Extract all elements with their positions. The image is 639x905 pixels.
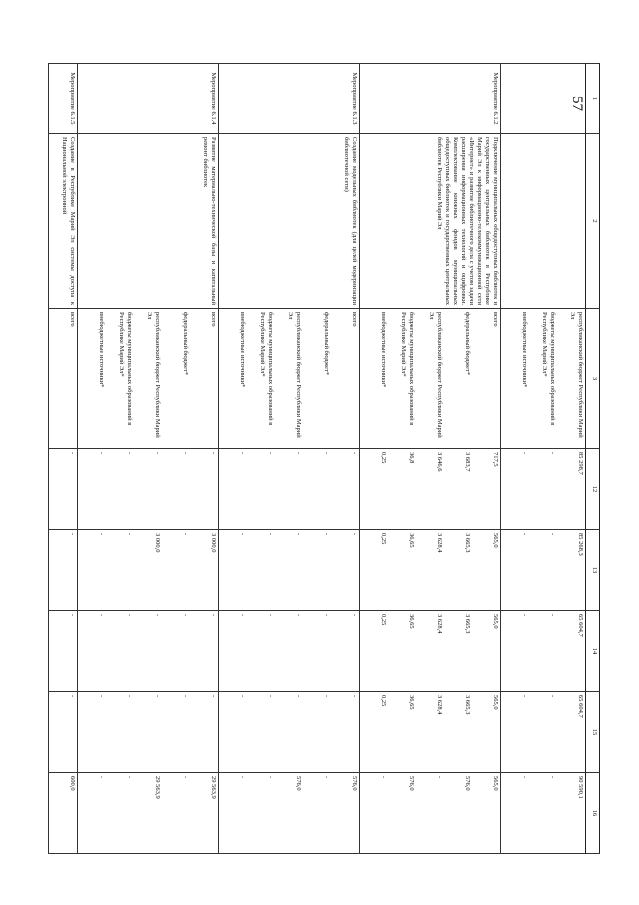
table-row [190, 64, 219, 854]
rotated-table-container [61, 63, 600, 853]
table-row [557, 64, 586, 854]
measure-code: Мероприятие 6.1.3 [219, 64, 360, 134]
value-cell: - [275, 449, 303, 530]
measure-name: Создание модельных библиотек (для целей модернизации библиотечной сети) [219, 134, 360, 309]
funding-source: бюджеты муниципальных образований в Республике Марий Эл* [106, 309, 134, 449]
value-cell: 3 628,4 [416, 692, 444, 773]
measure-name [501, 134, 586, 309]
funding-source: всего [190, 309, 219, 449]
value-cell: - [416, 773, 444, 854]
value-cell: - [275, 530, 303, 611]
col-header: 13 [586, 530, 600, 611]
value-cell: - [49, 449, 78, 530]
value-cell: - [501, 530, 530, 611]
col-header: 1 [586, 64, 600, 134]
funding-source: внебюджетные источники* [78, 309, 107, 449]
value-cell: 29 563,9 [134, 773, 162, 854]
value-cell: 3 646,6 [416, 449, 444, 530]
value-cell: - [247, 530, 275, 611]
value-cell: 565,0 [472, 773, 501, 854]
value-cell: - [49, 611, 78, 692]
value-cell: 0,25 [360, 530, 389, 611]
measure-name: Создание в Республике Марий Эл системы доступа к Национальной электронной [49, 134, 78, 309]
col-header: 14 [586, 611, 600, 692]
value-cell: - [78, 692, 107, 773]
value-cell: 0,25 [360, 692, 389, 773]
value-cell: - [303, 449, 331, 530]
value-cell: 3 665,3 [444, 692, 472, 773]
value-cell: - [219, 692, 248, 773]
value-cell: - [331, 530, 360, 611]
value-cell: 65 604,7 [557, 692, 586, 773]
value-cell: - [106, 773, 134, 854]
value-cell: 90 590,1 [557, 773, 586, 854]
measure-code: Мероприятие 6.1.5 [49, 64, 78, 134]
measure-name: Подключение муниципальных общедоступных библиотек и государственных центральных библиотек в Республике Марий Эл к информационно-телекоммуникационной сети «Интернет» и развитие библиотечного дела с учетом задачи расширения информационных технологий и оцифровки. Комплектование книжных фондов муниципальных общедоступных библиотек и государственных центральных библиотек Республики Марий Эл [360, 134, 501, 309]
financing-table [48, 63, 600, 854]
value-cell: - [529, 611, 557, 692]
funding-source: республиканский бюджет Республики Марий Эл [416, 309, 444, 449]
value-cell: 36,8 [388, 449, 416, 530]
value-cell: - [49, 692, 78, 773]
value-cell: - [190, 692, 219, 773]
value-cell: - [106, 692, 134, 773]
value-cell: - [219, 530, 248, 611]
value-cell: - [501, 773, 530, 854]
value-cell: - [501, 692, 530, 773]
measure-code: Мероприятие 6.1.2 [360, 64, 501, 134]
funding-source: республиканский бюджет Республики Марий Эл [134, 309, 162, 449]
table-row [472, 64, 501, 854]
funding-source: внебюджетные источники* [360, 309, 389, 449]
funding-source: республиканский бюджет Республики Марий Эл [275, 309, 303, 449]
value-cell: 0,25 [360, 449, 389, 530]
value-cell: 3 000,0 [190, 530, 219, 611]
value-cell: - [106, 611, 134, 692]
table-row [331, 64, 360, 854]
value-cell: - [219, 773, 248, 854]
funding-source: бюджеты муниципальных образований в Республике Марий Эл* [529, 309, 557, 449]
value-cell: 36,65 [388, 530, 416, 611]
funding-source: федеральный бюджет* [162, 309, 190, 449]
value-cell: 576,0 [388, 773, 416, 854]
value-cell: - [78, 449, 107, 530]
value-cell: - [529, 692, 557, 773]
funding-source: всего [331, 309, 360, 449]
col-header: 2 [586, 134, 600, 309]
value-cell: 85 268,3 [557, 530, 586, 611]
value-cell: - [529, 449, 557, 530]
value-cell: - [162, 611, 190, 692]
value-cell: - [303, 530, 331, 611]
value-cell: - [247, 692, 275, 773]
value-cell: - [303, 692, 331, 773]
value-cell: 3 000,0 [134, 530, 162, 611]
col-header: 15 [586, 692, 600, 773]
value-cell: - [134, 449, 162, 530]
value-cell: - [190, 611, 219, 692]
value-cell: 3 665,3 [444, 530, 472, 611]
col-header: 12 [586, 449, 600, 530]
value-cell: - [247, 611, 275, 692]
value-cell: - [78, 530, 107, 611]
measure-name: Развитие материально-технической базы и капитальный ремонт библиотек [78, 134, 219, 309]
value-cell: - [78, 773, 107, 854]
value-cell: 3 665,3 [444, 611, 472, 692]
value-cell: 36,65 [388, 692, 416, 773]
value-cell: 576,0 [275, 773, 303, 854]
value-cell: - [134, 692, 162, 773]
value-cell: 576,0 [331, 773, 360, 854]
value-cell: - [275, 692, 303, 773]
value-cell: - [331, 449, 360, 530]
funding-source: всего [49, 309, 78, 449]
value-cell: 717,5 [472, 449, 501, 530]
funding-source: всего [472, 309, 501, 449]
header-row [586, 64, 600, 854]
funding-source: бюджеты муниципальных образований в Республике Марий Эл* [247, 309, 275, 449]
value-cell: - [360, 773, 389, 854]
page-number: 57 [569, 96, 585, 111]
value-cell: 3 683,7 [444, 449, 472, 530]
value-cell: 3 628,4 [416, 530, 444, 611]
col-header: 3 [586, 309, 600, 449]
funding-source: федеральный бюджет* [444, 309, 472, 449]
value-cell: - [247, 449, 275, 530]
value-cell: 565,0 [472, 611, 501, 692]
value-cell: - [275, 611, 303, 692]
value-cell: - [219, 611, 248, 692]
value-cell: - [331, 611, 360, 692]
value-cell: 3 628,4 [416, 611, 444, 692]
value-cell: - [162, 773, 190, 854]
value-cell: 29 563,9 [190, 773, 219, 854]
value-cell: - [303, 611, 331, 692]
value-cell: - [501, 611, 530, 692]
value-cell: - [49, 530, 78, 611]
value-cell: - [219, 449, 248, 530]
value-cell: - [106, 449, 134, 530]
value-cell: - [162, 530, 190, 611]
funding-source: бюджеты муниципальных образований в Республике Марий Эл* [388, 309, 416, 449]
funding-source: федеральный бюджет* [303, 309, 331, 449]
measure-code [501, 64, 586, 134]
value-cell: - [247, 773, 275, 854]
value-cell: 36,65 [388, 611, 416, 692]
value-cell: - [106, 530, 134, 611]
value-cell: - [78, 611, 107, 692]
value-cell: - [162, 692, 190, 773]
value-cell: 565,0 [472, 692, 501, 773]
value-cell: - [134, 611, 162, 692]
funding-source: республиканский бюджет Республики Марий Эл [557, 309, 586, 449]
value-cell: - [529, 773, 557, 854]
value-cell: - [303, 773, 331, 854]
funding-source: внебюджетные источники* [219, 309, 248, 449]
value-cell: 85 298,7 [557, 449, 586, 530]
measure-code: Мероприятие 6.1.4 [78, 64, 219, 134]
value-cell: 600,0 [49, 773, 78, 854]
value-cell: - [501, 449, 530, 530]
value-cell: 565,0 [472, 530, 501, 611]
table-row [49, 64, 78, 854]
value-cell: 65 604,7 [557, 611, 586, 692]
value-cell: - [331, 692, 360, 773]
value-cell: 0,25 [360, 611, 389, 692]
funding-source: внебюджетные источники* [501, 309, 530, 449]
value-cell: - [190, 449, 219, 530]
value-cell: 576,0 [444, 773, 472, 854]
table-body [49, 64, 586, 854]
value-cell: - [162, 449, 190, 530]
value-cell: - [529, 530, 557, 611]
col-header: 16 [586, 773, 600, 854]
